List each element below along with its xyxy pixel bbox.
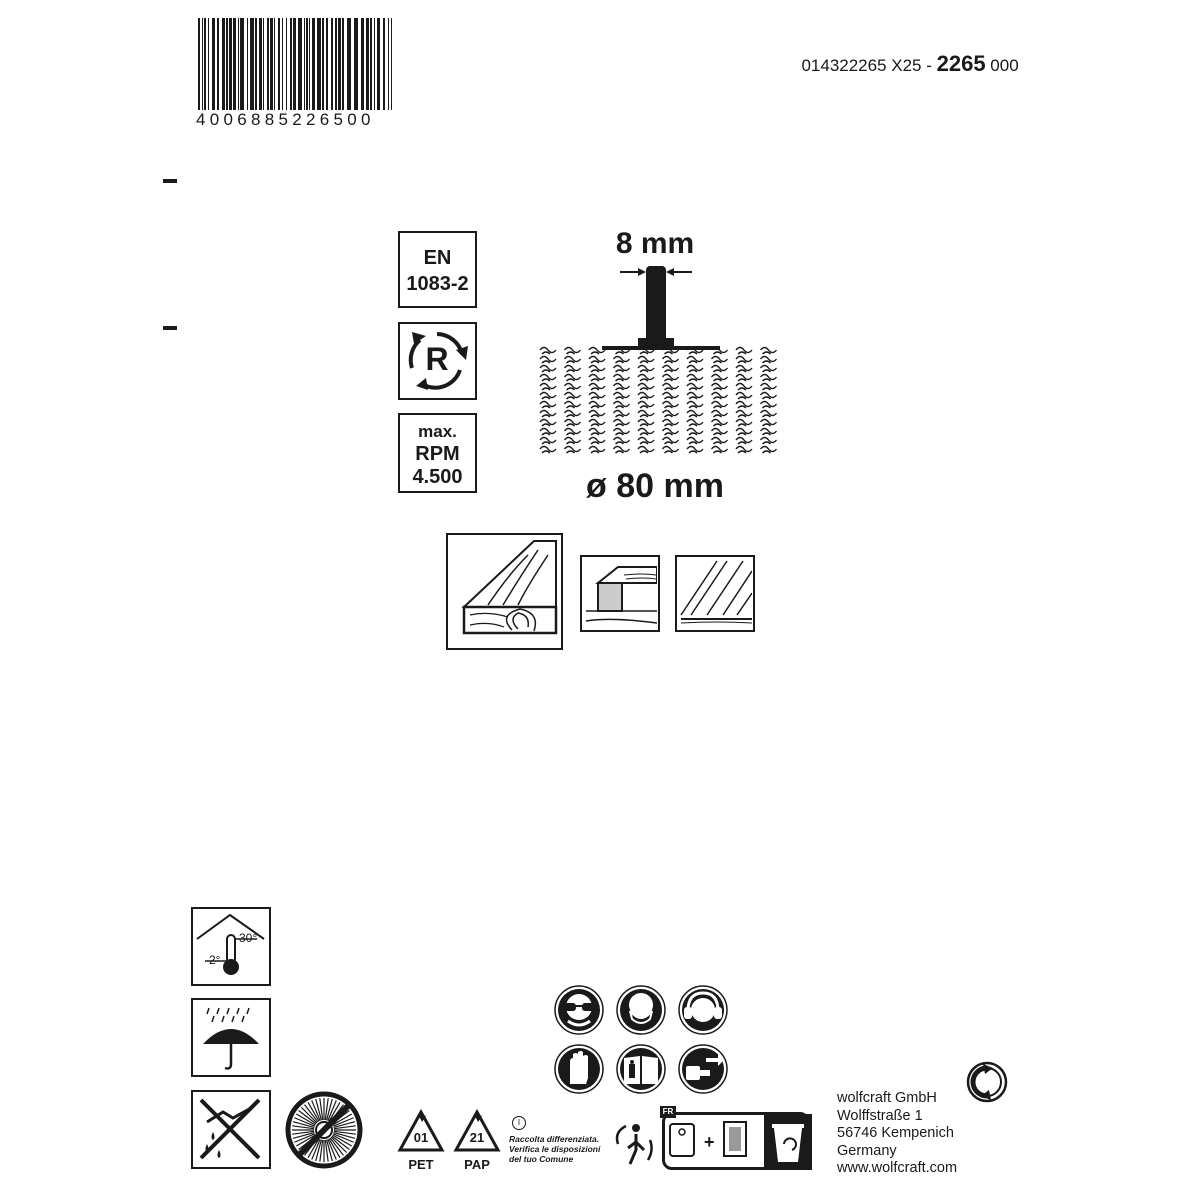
rpm-line1: max. bbox=[418, 422, 457, 441]
dust-mask-icon bbox=[616, 985, 666, 1035]
eye-protection-icon bbox=[554, 985, 604, 1035]
green-dot-icon bbox=[965, 1060, 1009, 1104]
italy-badge: I bbox=[512, 1116, 526, 1130]
pap-label: PAP bbox=[464, 1157, 490, 1172]
no-chemicals-icon bbox=[191, 1090, 271, 1169]
pet-label: PET bbox=[408, 1157, 434, 1172]
rpm-line2: RPM bbox=[415, 443, 460, 465]
article-prefix: 014322265 X25 - bbox=[801, 56, 937, 75]
fr-recycling-bin-icon bbox=[764, 1114, 812, 1170]
fold-mark-top bbox=[163, 179, 177, 183]
fold-mark-bottom bbox=[163, 326, 177, 330]
registered-box bbox=[398, 322, 477, 400]
italy-line2: Verifica le disposizioni bbox=[509, 1144, 601, 1154]
brush-wheel-diagram bbox=[530, 262, 790, 462]
standard-line2: 1083-2 bbox=[406, 273, 469, 295]
pap-code: 21 bbox=[469, 1130, 485, 1145]
barcode bbox=[196, 18, 396, 130]
standard-box bbox=[398, 231, 477, 308]
keep-dry-umbrella-icon bbox=[191, 998, 271, 1077]
address-company: wolfcraft GmbH bbox=[837, 1090, 937, 1106]
wood-surface-icon bbox=[446, 533, 563, 650]
wood-edge-icon bbox=[580, 555, 660, 632]
no-worn-brush-icon bbox=[284, 1090, 364, 1170]
address-city: 56746 Kempenich bbox=[837, 1125, 954, 1141]
address-website: www.wolfcraft.com bbox=[837, 1160, 958, 1176]
manufacturer-address bbox=[837, 1090, 957, 1178]
temp-max-label: 30° bbox=[239, 931, 258, 945]
address-country: Germany bbox=[837, 1142, 897, 1159]
article-number bbox=[792, 31, 1019, 77]
wood-grain-icon bbox=[675, 555, 755, 632]
address-street: Wolffstraße 1 bbox=[837, 1107, 923, 1124]
diameter-label: ø 80 mm bbox=[586, 467, 724, 505]
unplug-before-service-icon bbox=[678, 1044, 728, 1094]
italy-line3: del tuo Comune bbox=[509, 1154, 574, 1164]
svg-text:+: + bbox=[704, 1132, 715, 1152]
italy-recycling-note bbox=[509, 1134, 600, 1164]
ear-protection-icon bbox=[678, 985, 728, 1035]
safety-gloves-icon bbox=[554, 1044, 604, 1094]
fr-packaging-icon bbox=[668, 1118, 768, 1164]
fr-badge: FR bbox=[660, 1106, 676, 1118]
registered-letter: R bbox=[425, 341, 449, 377]
shank-label: 8 mm bbox=[615, 227, 695, 260]
article-suffix: 000 bbox=[985, 56, 1019, 75]
italy-line1: Raccolta differenziata. bbox=[509, 1134, 600, 1144]
standard-line1: EN bbox=[423, 247, 452, 269]
article-main-number: 2265 bbox=[936, 51, 986, 76]
pet-code: 01 bbox=[413, 1130, 429, 1145]
triman-icon bbox=[612, 1120, 656, 1168]
temp-min-label: 2° bbox=[209, 953, 221, 967]
rpm-box bbox=[398, 413, 477, 493]
storage-temperature-icon bbox=[191, 907, 271, 986]
rpm-line3: 4.500 bbox=[412, 466, 463, 488]
read-manual-icon bbox=[616, 1044, 666, 1094]
barcode-bars bbox=[196, 18, 396, 110]
barcode-digits: 4006885226500 bbox=[196, 110, 375, 129]
